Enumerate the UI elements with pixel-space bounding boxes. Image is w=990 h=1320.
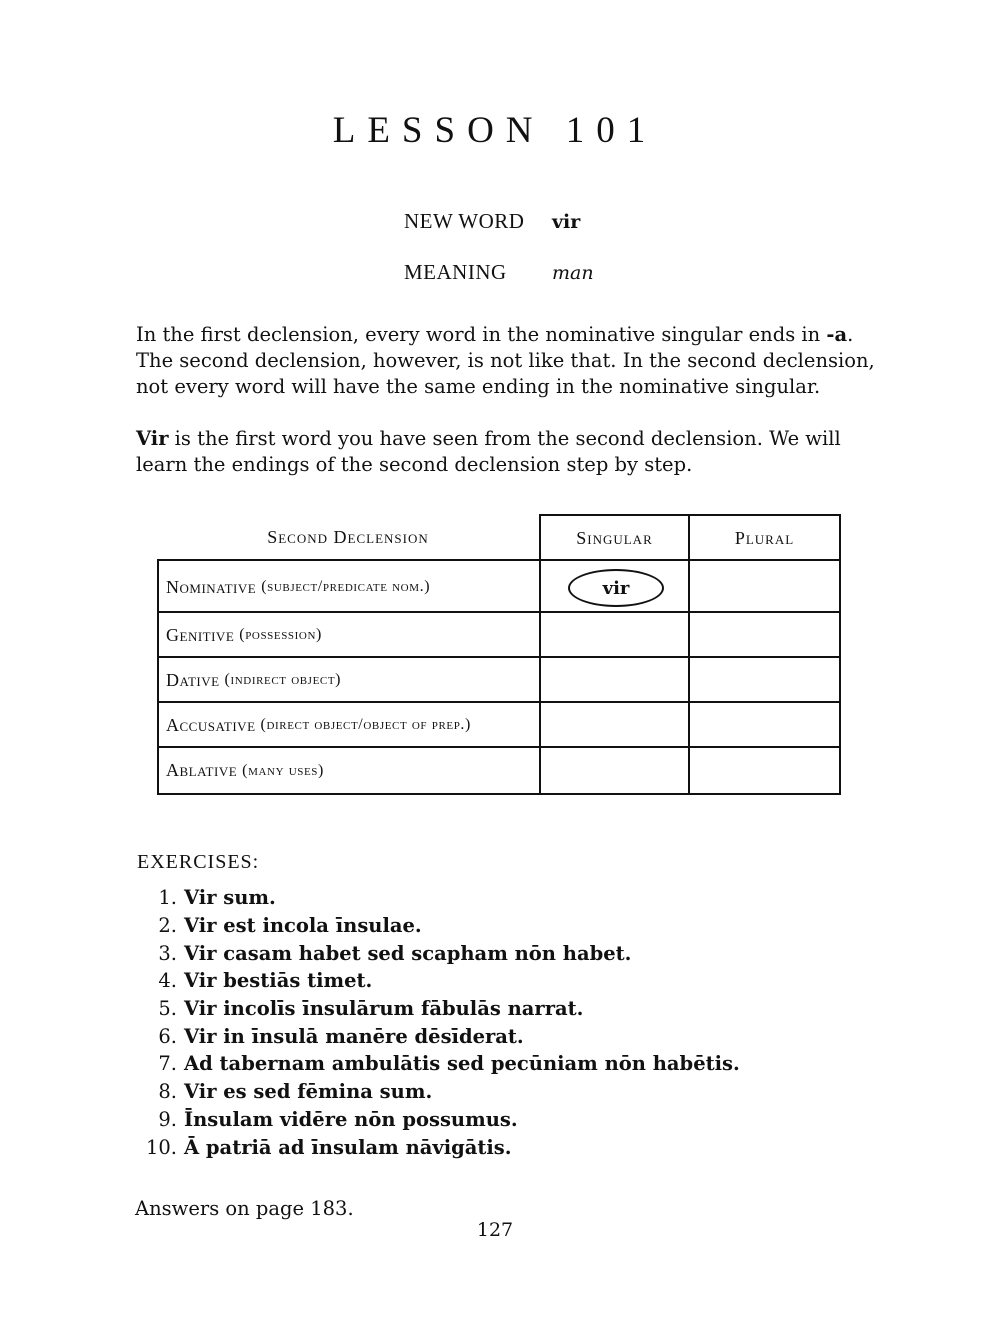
- exercise-item: [137, 1133, 897, 1161]
- lesson-title: LESSON 101: [332, 109, 658, 151]
- exercise-item: [137, 1022, 897, 1050]
- intro-text-part: In the first declension, every word in the nominative singular ends in: [136, 323, 827, 346]
- exercise-number: 1.: [158, 886, 177, 910]
- table-bottom-border: [157, 793, 841, 795]
- exercise-item: [137, 967, 897, 995]
- dative-plural-cell: [688, 656, 841, 702]
- meaning-row: [404, 260, 594, 285]
- page-number: 127: [476, 1219, 514, 1241]
- exercise-number: 6.: [158, 1024, 177, 1048]
- exercise-item: [137, 1078, 897, 1106]
- exercise-item: [137, 1050, 897, 1078]
- table-row-genitive: [157, 611, 539, 657]
- case-name: Dative: [166, 669, 220, 690]
- case-name: Ablative: [166, 760, 238, 780]
- genitive-plural-cell: [688, 611, 841, 657]
- table-header-singular: Singular: [539, 514, 690, 561]
- second-bold-word: Vir: [136, 427, 169, 450]
- table-row-dative: [157, 656, 539, 702]
- case-name: Accusative: [166, 714, 256, 735]
- table-row-accusative: [157, 701, 539, 747]
- meaning-value: man: [552, 262, 594, 284]
- exercise-number: 7.: [158, 1052, 177, 1076]
- exercise-text: Īnsulam vidēre nōn possumus.: [184, 1107, 518, 1131]
- intro-text-part: . The second declension, however, is not like that. In the second declension, not every word will have the same ending in the nominative singular.: [136, 323, 875, 398]
- exercise-text: Vir sum.: [184, 886, 276, 910]
- exercise-text: Vir in īnsulā manēre dēsīderat.: [184, 1024, 524, 1048]
- exercise-text: Vir bestiās timet.: [184, 969, 373, 993]
- table-row-nominative: [157, 559, 539, 613]
- second-text-part: is the first word you have seen from the second declension. We will learn the endings of the second declension step by step.: [136, 427, 841, 476]
- exercise-number: 5.: [158, 997, 177, 1021]
- dative-singular-cell: [539, 656, 690, 702]
- exercise-item: [137, 995, 897, 1023]
- exercise-item: [137, 939, 897, 967]
- exercise-number: 4.: [158, 969, 177, 993]
- accusative-singular-cell: [539, 701, 690, 747]
- case-use: (many uses): [242, 761, 324, 779]
- case-use: (possession): [239, 626, 322, 643]
- case-use: (indirect object): [224, 671, 342, 688]
- intro-bold-ending: -a: [826, 323, 848, 346]
- declension-table: [157, 514, 841, 795]
- exercises-heading: EXERCISES:: [137, 851, 260, 873]
- new-word-row: [404, 209, 580, 234]
- ablative-singular-cell: [539, 746, 690, 793]
- table-header-title: Second Declension: [267, 527, 429, 547]
- exercise-item: [137, 1106, 897, 1134]
- exercise-text: Vir incolīs īnsulārum fābulās narrat.: [184, 997, 584, 1021]
- exercise-item: [137, 884, 897, 912]
- exercise-number: 8.: [158, 1080, 177, 1104]
- exercise-number: 3.: [158, 941, 177, 965]
- accusative-plural-cell: [688, 701, 841, 747]
- circled-answer: vir: [568, 569, 664, 607]
- answers-reference: Answers on page 183.: [135, 1197, 354, 1220]
- table-row-ablative: [157, 746, 539, 793]
- exercise-number: 10.: [145, 1135, 177, 1159]
- nominative-plural-cell: [688, 559, 841, 613]
- case-name: Genitive: [166, 624, 235, 645]
- ablative-plural-cell: [688, 746, 841, 793]
- second-paragraph: [136, 426, 876, 478]
- exercise-list: [137, 884, 897, 1161]
- genitive-singular-cell: [539, 611, 690, 657]
- exercise-number: 2.: [158, 914, 177, 938]
- case-use: (subject/predicate nom.): [261, 578, 431, 595]
- intro-paragraph: [136, 322, 876, 400]
- case-name: Nominative: [166, 576, 257, 597]
- exercise-item: [137, 912, 897, 940]
- case-use: (direct object/object of prep.): [260, 716, 471, 733]
- table-header-plural: Plural: [688, 514, 841, 561]
- exercise-text: Vir est incola īnsulae.: [184, 914, 422, 938]
- exercise-text: Vir casam habet sed scapham nōn habet.: [184, 941, 632, 965]
- exercise-text: Ā patriā ad īnsulam nāvigātis.: [184, 1135, 512, 1159]
- meaning-label: MEANING: [404, 260, 507, 284]
- nominative-singular-cell: [539, 559, 690, 613]
- new-word-label: NEW WORD: [404, 209, 525, 233]
- new-word-value: vir: [552, 211, 581, 233]
- exercise-number: 9.: [158, 1107, 177, 1131]
- exercise-text: Ad tabernam ambulātis sed pecūniam nōn habētis.: [184, 1052, 740, 1076]
- exercise-text: Vir es sed fēmina sum.: [184, 1080, 433, 1104]
